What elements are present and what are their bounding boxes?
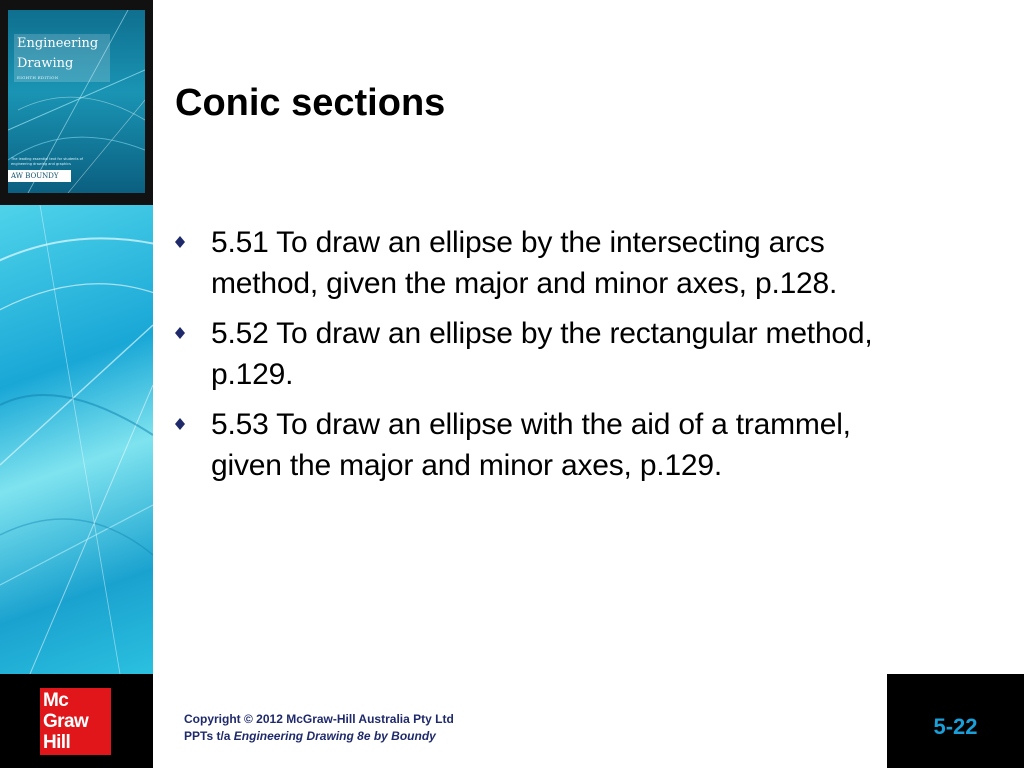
page-number-box — [887, 674, 1024, 768]
bullet-text-line1: 5.53 To draw an ellipse with the aid of a trammel, — [211, 408, 851, 441]
cover-tagline: The leading essential text for students of engineering drawing and graphics — [11, 157, 84, 166]
bullet-text-line2: p.129. — [211, 358, 294, 391]
diamond-bullet-icon — [175, 418, 185, 430]
bullet-text-line2: given the major and minor axes, p.129. — [211, 449, 723, 482]
bullet-text-line1: 5.51 To draw an ellipse by the intersecting arcs — [211, 226, 825, 259]
diamond-bullet-icon — [175, 236, 185, 248]
bullet-text-line1: 5.52 To draw an ellipse by the rectangular method, — [211, 317, 873, 350]
copyright-line1: Copyright © 2012 McGraw-Hill Australia Pty Ltd — [184, 712, 454, 726]
logo-line2: Graw — [43, 711, 89, 732]
copyright-notice — [184, 711, 454, 745]
mcgraw-hill-logo — [40, 688, 111, 755]
cover-author: AW BOUNDY — [8, 170, 71, 182]
footer-logo-area — [0, 674, 153, 768]
logo-line1: Mc — [43, 690, 69, 711]
logo-line3: Hill — [43, 732, 71, 753]
bullet-item — [175, 222, 1005, 304]
bullet-item — [175, 313, 1005, 395]
diamond-bullet-icon — [175, 327, 185, 339]
cover-edition: EIGHTH EDITION — [17, 75, 59, 80]
cover-title-line2: Drawing — [17, 56, 74, 71]
page-number: 5-22 — [933, 714, 978, 739]
cover-title-box — [14, 34, 110, 82]
cover-title-line1: Engineering — [17, 36, 99, 51]
abstract-lines-graphic — [0, 205, 153, 674]
slide-title: Conic sections — [175, 82, 446, 124]
book-cover-image — [8, 10, 145, 193]
cyan-abstract-graphic — [0, 205, 153, 674]
copyright-line2 — [184, 728, 454, 745]
copyright-prefix: PPTs t/a — [184, 729, 234, 743]
bullet-text-line2: method, given the major and minor axes, p.128. — [211, 267, 838, 300]
copyright-book-title: Engineering Drawing 8e by Boundy — [233, 729, 436, 743]
bullet-list — [175, 222, 1005, 495]
bullet-item — [175, 404, 1005, 486]
